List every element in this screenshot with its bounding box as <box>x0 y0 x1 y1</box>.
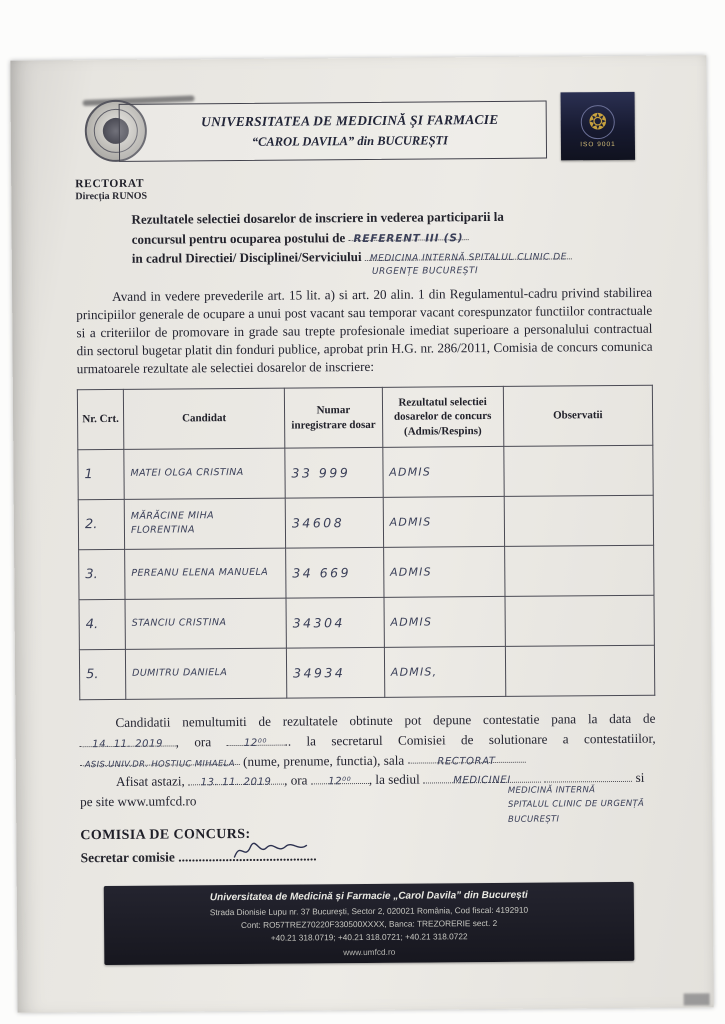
department-blank <box>365 245 572 264</box>
results-table-body <box>78 445 655 700</box>
iso-certification-badge <box>561 92 636 161</box>
posting-time-handwritten: 12⁰⁰ <box>328 776 352 788</box>
table-row <box>79 645 654 700</box>
cell-rezultat: ADMIS, <box>384 646 505 697</box>
footer-bank: Cont: RO57TREZ70220F330500XXXX, Banca: TREZORERIE sect. 2 <box>240 917 498 930</box>
contest-ora-label: , ora <box>175 733 212 750</box>
col-header-observatii: Observatii <box>503 385 653 446</box>
iso-badge-label: ISO 9001 <box>580 140 616 148</box>
directie-label: Direcția RUNOS <box>75 190 148 203</box>
posting-date-blank <box>188 771 284 789</box>
position-handwritten: REFERENT III (S) <box>353 231 464 245</box>
university-name-line2: “CAROL DAVILA” din BUCUREȘTI <box>251 133 449 149</box>
legal-paragraph: Avand in vedere prevederile art. 15 lit. a) si art. 20 alin. 1 din Regulamentul-cadru privind stabilirea principiilor generale de ocupare a unui post vacant sau temporar vacant corespunzator functiilor contractuale si a criteriilor de promovare in grade sau trepte profesionale imediat superioare a personalului contractual din sectorul bugetar platit din fonduri publice, aprobat prin H.G. nr. 286/2011, Comisia de concurs comunica urmatoarele rezultate ale selectiei dosarelor de inscriere: <box>76 285 653 377</box>
rectorat-label: RECTORAT <box>75 177 145 191</box>
contest-time-handwritten: 12⁰⁰ <box>243 737 268 749</box>
footer-phones: +40.21 318.0719; +40.21 318.0721; +40.21 318.0722 <box>270 930 468 943</box>
col-header-nr: Nr. Crt. <box>77 389 123 449</box>
results-table <box>77 385 655 700</box>
cell-candidat: DUMITRU DANIELA <box>125 648 286 699</box>
secretary-dots: ......................................... <box>178 848 317 865</box>
title-line3-text: in cadrul Directiei/ Disciplinei/Serviciului <box>131 248 362 266</box>
university-name-box <box>119 101 547 162</box>
secretary-name-handwritten: ASIS.UNIV.DR. HOSTIUC MIHAELA <box>84 758 235 770</box>
university-name-line1: UNIVERSITATEA DE MEDICINĂ ȘI FARMACIE <box>201 111 499 130</box>
commission-title: COMISIA DE CONCURS: <box>80 826 251 844</box>
table-row <box>79 595 654 650</box>
title-line2-text: concursul pentru ocuparea postului de <box>131 229 346 247</box>
cell-observatii <box>504 595 654 646</box>
document-page <box>10 55 713 1012</box>
posting-date-handwritten: 13. 11. 2019 <box>200 777 272 789</box>
note-line1: MEDICINĂ INTERNĂ <box>507 785 596 796</box>
document-header <box>75 92 652 173</box>
cell-nr: 1 <box>78 449 124 499</box>
issuing-office <box>75 174 651 203</box>
document-content <box>75 92 658 965</box>
posting-sediu-label: , la sediul <box>368 771 420 788</box>
contest-time-blank <box>226 731 284 749</box>
cell-nr: 2. <box>78 499 124 549</box>
col-header-candidat: Candidat <box>123 388 284 449</box>
cell-observatii <box>504 545 654 596</box>
contestation-section <box>79 709 656 825</box>
contestation-paragraph <box>79 709 655 773</box>
site-url: www.umfcd.ro <box>117 793 197 810</box>
table-row <box>78 495 653 550</box>
posting-label: Afisat astazi, <box>115 773 185 790</box>
cell-numar: 34608 <box>285 497 383 548</box>
posting-ora-label: , ora <box>284 772 308 788</box>
col-header-rezultat: Rezultatul selectiei dosarelor de concurs (Admis/Respins) <box>382 386 503 447</box>
cell-rezultat: ADMIS <box>383 546 504 597</box>
contest-date-blank <box>80 732 176 750</box>
room-blank <box>407 749 525 767</box>
document-title <box>131 206 652 279</box>
cell-candidat: MATEI OLGA CRISTINA <box>124 448 285 499</box>
note-line2: SPITALUL CLINIC DE URGENȚĂ <box>507 799 645 811</box>
secretary-name-blank <box>80 752 240 770</box>
scan-artifact-corner <box>684 993 710 1005</box>
cell-numar: 34934 <box>286 647 384 698</box>
cell-candidat: PEREANU ELENA MANUELA <box>125 548 286 599</box>
commission-section <box>80 824 656 867</box>
cell-nr: 4. <box>79 599 125 649</box>
posting-si: si <box>635 770 645 786</box>
handwritten-location-note <box>508 783 645 827</box>
footer-band <box>104 882 635 965</box>
note-line3: BUCUREȘTI <box>508 814 560 825</box>
cell-nr: 5. <box>79 649 125 699</box>
table-row <box>79 545 654 600</box>
posting-time-blank <box>311 770 369 788</box>
cell-rezultat: ADMIS <box>383 446 504 497</box>
sediu-trailing-blank <box>544 768 632 783</box>
cell-numar: 33 999 <box>285 447 383 498</box>
cell-rezultat: ADMIS <box>383 496 504 547</box>
room-handwritten: RECTORAT <box>437 755 496 767</box>
department-handwritten: MEDICINA INTERNĂ SPITALUL CLINIC DE <box>369 252 567 264</box>
cell-numar: 34304 <box>286 597 384 648</box>
footer-website: www.umfcd.ro <box>343 946 396 957</box>
contest-text-1: Candidatii nemultumiti de rezultatele obtinute pot depune contestatie pana la data de <box>115 710 656 730</box>
department-handwritten-line2: URGENȚE BUCUREȘTI <box>371 265 479 277</box>
cell-rezultat: ADMIS <box>384 596 505 647</box>
cell-candidat: MĂRĂCINE MIHA FLORENTINA <box>124 498 285 549</box>
results-table-head <box>77 385 652 449</box>
contest-text-2: .. la secretarul Comisiei de solutionare a contestatiilor, <box>284 730 656 749</box>
cell-observatii <box>504 495 654 546</box>
position-blank <box>348 227 468 245</box>
contest-date-handwritten: 14. 11. 2019 <box>92 738 164 750</box>
cell-nr: 3. <box>79 549 125 599</box>
site-pre-label: pe site <box>80 794 115 810</box>
table-row <box>78 445 653 500</box>
cell-observatii <box>505 645 655 696</box>
sediu-blank <box>423 769 541 787</box>
secretary-line <box>80 846 656 867</box>
header-row <box>77 385 652 449</box>
title-line1: Rezultatele selectiei dosarelor de inscriere in vederea participarii la <box>131 208 504 227</box>
footer-university-name: Universitatea de Medicină și Farmacie „Carol Davila” din București <box>209 889 528 904</box>
cell-observatii <box>503 445 653 496</box>
contest-fn-label: (nume, prenume, functia), sala <box>243 752 405 769</box>
footer-address: Strada Dionisie Lupu nr. 37 București, Sector 2, 020021 România, Cod fiscal: 4192910 <box>209 904 529 918</box>
col-header-numar: Numar inregistrare dosar <box>284 387 382 448</box>
cell-candidat: STANCIU CRISTINA <box>125 598 286 649</box>
cell-numar: 34 669 <box>286 547 384 598</box>
medal-icon: ❂ <box>581 105 615 139</box>
secretary-label: Secretar comisie <box>80 849 175 866</box>
sediu-handwritten: MEDICINEI <box>453 775 511 787</box>
signature <box>230 836 310 867</box>
